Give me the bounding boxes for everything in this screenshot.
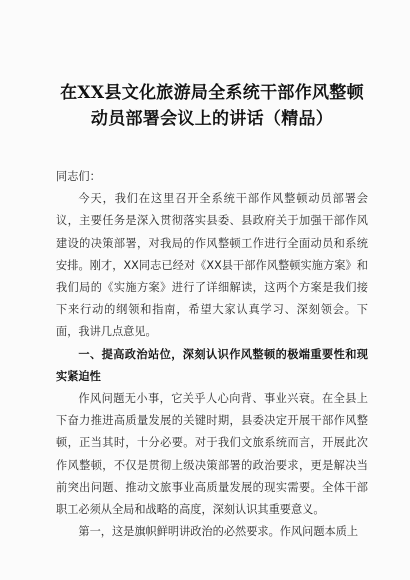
title-line-2: 动员部署会议上的讲话（精品） bbox=[90, 109, 334, 129]
section-paragraph-1: 作风问题无小事，它关乎人心向背、事业兴衰。在全县上下奋力推进高质量发展的关键时期，县委决定开展干部作风整顿，正当其时，十分必要。对于我们文旅系统而言，开展此次作风整顿，不仅是贯彻上级决策部署的政治要求，更是解决当前突出问题、推动文旅事业高质量发展的现实需要。全体干部职工必须从全局和战略的高度，深刻认识其重要意义。 bbox=[56, 392, 368, 517]
document-title bbox=[56, 80, 368, 132]
document-body bbox=[56, 166, 368, 543]
greeting: 同志们： bbox=[56, 170, 101, 183]
section-paragraph-2: 第一，这是旗帜鲜明讲政治的必然要求。作风问题本质上 bbox=[78, 525, 359, 539]
section-heading: 一、提高政治站位，深刻认识作风整顿的极端重要性和现实紧迫性 bbox=[56, 347, 368, 383]
opening-paragraph: 今天，我们在这里召开全系统干部作风整顿动员部署会议，主要任务是深入贯彻落实县委、县政府关于加强干部作风建设的决策部署，对我局的作风整顿工作进行全面动员和系统安排。刚才，XX同志已经对《XX县干部作风整顿实施方案》和我们局的《实施方案》进行了详细解读，这两个方案是我们接下来行动的纲领和指南，希望大家认真学习、深刻领会。下面，我讲几点意见。 bbox=[56, 192, 368, 339]
title-line-1: 在XX县文化旅游局全系统干部作风整顿 bbox=[60, 83, 364, 103]
